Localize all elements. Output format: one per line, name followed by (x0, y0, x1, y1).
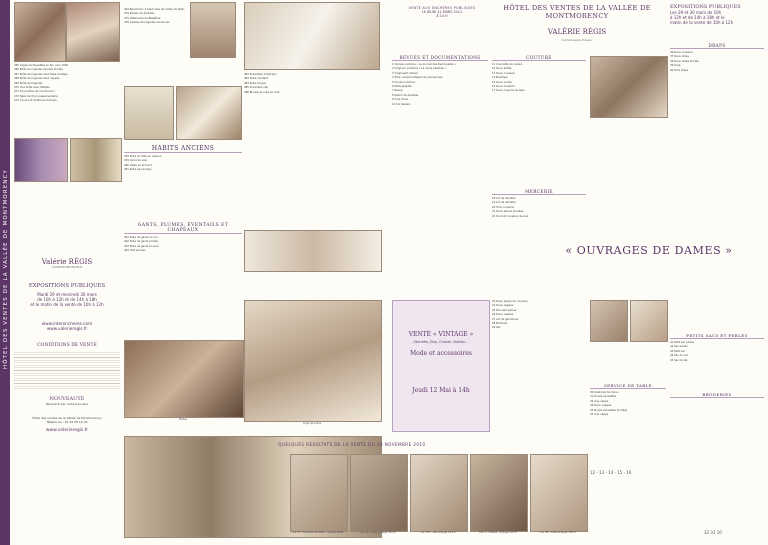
broderies-heading: BRODERIES (670, 392, 764, 398)
lot: 466 Boîte de lingeries de toile brodée (14, 68, 63, 72)
sale-small: VENTE AUX ENCHÈRES PUBLIQUES (408, 6, 476, 10)
lots-column-a (14, 64, 118, 104)
spine-text: HÔTEL DES VENTES DE LA VALLÉE DE MONTMORENCY (3, 168, 9, 370)
result-photo-2 (350, 454, 408, 532)
result-photo-3 (410, 454, 468, 532)
bottom-site[interactable]: www.valerieregis.fr (45, 428, 89, 433)
result-caption-5: Lot 98 - Boîte adjugé 140 € (540, 531, 576, 534)
lot: 14 Boutique (492, 76, 508, 80)
couture-section (492, 52, 586, 94)
lot: 39 Drap (670, 64, 681, 68)
lot: 482 Ensemble d'intérieur (244, 73, 277, 76)
lot: 18 Lot de dentelle (492, 197, 516, 200)
expo-line1: Mardi 29 et mercredi 30 mars (37, 292, 97, 297)
conditions-title: CONDITIONS DE VENTE (37, 343, 97, 348)
lot: 493 Paire de gants en soie (124, 244, 159, 248)
caption-boites: Boîtes (178, 418, 188, 421)
lot: 38 Deux draps brodés (670, 59, 699, 63)
result-photo-1 (290, 454, 348, 532)
expo-title-right: EXPOSITIONS PUBLIQUES (670, 4, 741, 10)
habits-section (124, 142, 242, 173)
site-interencheres[interactable]: www.interencheres.com (41, 321, 93, 326)
lot: 469 Boîte de lingeries (14, 81, 43, 85)
lot: 4 Trois numéros Élégances parisiennes (392, 76, 443, 80)
caption-loge: Loge de toiles (302, 422, 322, 425)
photo-tassels (14, 2, 66, 62)
revues-section (392, 52, 488, 107)
lot: 483 Robe d'enfant (244, 77, 268, 81)
lot: 32 Une nappe (590, 399, 609, 403)
lot: 485 Ensemble cap (244, 86, 268, 90)
lot: 44 Sac du soir (670, 354, 689, 358)
lot: 13 Deux coussins (492, 71, 515, 75)
lot: 481 Robe de Lainage (124, 168, 152, 172)
gants-section (124, 220, 242, 254)
result-caption-2: Lot 46 - Robe adjugé 350 € (360, 531, 396, 534)
vintage-line2: (Hermès, Dior, Chanel, Vuitton… (413, 340, 469, 344)
result-photo-4 (470, 454, 528, 532)
lot: 12 Deux boîtes (492, 67, 512, 71)
photo-baskets (66, 2, 120, 62)
results-title: QUELQUES RESULTATS DE LA VENTE DU 16 NOVEMBRE 2010 (278, 442, 426, 447)
result-caption-3: Lot 120 - Bas adjugé 220 € (420, 531, 456, 534)
lot: 9 Cinq livres (392, 98, 409, 102)
lot: 464 Beaumont, 4 fascicules de cartes de Noël... (124, 8, 187, 11)
petits-section (670, 330, 764, 400)
habits-heading: HABITS ANCIENS (124, 145, 242, 153)
sale-header (392, 6, 492, 18)
lot: 476 Caisses de lingeries anciennes (124, 21, 170, 25)
lot: 37 Deux draps (670, 55, 690, 59)
main-title: HÔTEL DES VENTES DE LA VALLÉE DE MONTMORENCY (503, 4, 651, 20)
vintage-line3: Mode et accessoires (410, 350, 472, 357)
petits-heading: PETITS SACS ET PERLES (670, 333, 764, 339)
vintage-promo (392, 300, 490, 432)
info-column (14, 258, 120, 433)
lot: 474 Rideau de dentelle (124, 12, 155, 16)
lot: 43 Petit sac (670, 349, 686, 353)
photo-fabric-purple (14, 138, 68, 182)
photo-lace (244, 230, 382, 272)
nouveaute-title: NOUVEAUTÉ (49, 396, 85, 402)
lot: 26 Deux nappes (492, 313, 514, 317)
lot: 468 Boîte de lingeries dont nappes (14, 77, 60, 81)
lot: 27 Lot de garnitures (492, 317, 519, 321)
lot: 479 Carré de soie (124, 159, 147, 163)
address2: Téléphone : 01 34 28 16 43 (46, 420, 88, 424)
service-section (590, 380, 666, 417)
service-heading: SERVICE DE TABLE (590, 383, 666, 389)
lots-col4 (492, 300, 586, 331)
lot: 33 Deux nappes (590, 404, 612, 408)
address1: Hôtel des ventes de la Vallée de Montmorency (32, 416, 102, 420)
expo-r2: à 12h et de 14h à 18h et le (670, 15, 725, 20)
lot: 31 Douze serviettes (590, 395, 616, 399)
lot: 465 Cages de fauvettes en fer, vers 1900 (14, 64, 69, 67)
lot: 473 Couvre-lit de Bocca-d'Arrezo (14, 99, 57, 103)
expo-line3: et le matin de la vente de 10h à 12h (30, 302, 104, 307)
page-num-right: 32 31 10 (704, 530, 722, 535)
lots-column-top-mid (124, 8, 242, 26)
lot: 35 Une nappe (590, 412, 609, 416)
lot: 491 Paire de gants en cuir (124, 236, 159, 239)
photo-textile (176, 86, 242, 140)
lot: 470 Une boîte avec Textiles (14, 85, 50, 89)
lot: 494 Huit plumes (124, 249, 146, 253)
logo-name: Valérie RÉGIS (41, 258, 93, 266)
vintage-date: Jeudi 12 Mai à 14h (412, 387, 470, 394)
expo-title: EXPOSITIONS PUBLIQUES (28, 283, 106, 289)
lot: 10 Six dessins (392, 102, 411, 106)
spine (0, 0, 10, 545)
page-num-left: 12 - 13 - 14 - 15 - 16 (590, 470, 632, 475)
photo-embroidery (244, 300, 382, 422)
lot: 16 Deux coussins (492, 84, 515, 88)
lot: 1 Quinze numéros « Le Journal des Demoiselles » (392, 63, 457, 66)
lot: 2 Vingt-six numéros « La mode Illustrée » (392, 67, 447, 71)
big-title: « OUVRAGES DE DAMES » (565, 244, 733, 257)
photo-dress (124, 86, 174, 140)
expo-line2: de 10h à 12h et de 14h à 18h (37, 297, 97, 302)
lot: 486 Blouse de robe en soie (244, 90, 280, 94)
lot: 25 Dix-neuf pièces (492, 308, 517, 312)
site-valerieregis[interactable]: www.valerieregis.fr (46, 326, 88, 331)
draps-heading: DRAPS (670, 43, 764, 49)
lot: 36 Deux coussins (670, 51, 693, 54)
logo-sub: COMMISSAIRE-PRISEUR (51, 266, 83, 269)
habits-lots-2 (244, 73, 380, 94)
photo-small-1 (590, 300, 628, 342)
expo-box (670, 4, 764, 25)
photo-small-2 (630, 300, 668, 342)
lot: 29 Sac (492, 326, 501, 330)
lot: 45 Sac brodé (670, 358, 688, 362)
lot: 40 Trois draps (670, 68, 689, 72)
result-caption-1: Lot 37 - Plaques dentelle - adjugé 280€ (292, 531, 344, 534)
photo-veil (244, 2, 380, 70)
sale-date: LE JEUDI 31 MARS 2011 (421, 10, 463, 14)
lot: 492 Paire de gants brodés (124, 240, 158, 244)
main-logo: VALÉRIE RÉGIS (547, 28, 607, 36)
lot: 471 Cinq boîtes de communion (14, 90, 55, 94)
lot: 15 Deux carrés (492, 80, 512, 84)
lot: 42 Sac perles (670, 345, 688, 349)
lot: 24 Deux nappes (492, 304, 514, 308)
lot: 21 Deux pièces brodées (492, 210, 524, 214)
lot: 472 Tapis de lit en passementerie (14, 94, 58, 98)
lot: 3 Vingt-sept cahiers (392, 71, 418, 75)
revues-heading: REVUES ET DOCUMENTATIONS (392, 55, 488, 61)
lot: 467 Boîte de lingeries dont taies brodées (14, 72, 68, 76)
lot: 28 Broderie (492, 321, 508, 325)
main-logo-sub: Commissaire-Priseur (561, 38, 593, 42)
lot: 23 Deux paires de coussins (492, 300, 528, 303)
sale-time: À 14 H (436, 14, 448, 18)
vintage-line1: VENTE « VINTAGE » (408, 331, 474, 338)
couture-heading: COUTURE (492, 55, 586, 61)
lot: 484 Robe longue (244, 81, 266, 85)
lot: 17 Deux crayons de tissu (492, 89, 525, 93)
lot: 19 Lot de dentelle (492, 201, 516, 205)
gants-heading: GANTS, PLUMES, ÉVENTAILS ET CHAPEAUX (124, 223, 242, 234)
results-section (124, 442, 580, 447)
expo-r1: Les 29 et 30 mars de 10h (670, 10, 722, 15)
results-strip (290, 454, 590, 538)
lot: 41 Petit sac perles (670, 341, 694, 344)
draps-section (670, 40, 764, 73)
lot: 478 Robe du XIXe en velours (124, 155, 162, 158)
lot: 22 Dix-huit coussins de soie (492, 214, 529, 218)
photo-bottles (124, 340, 244, 418)
lot: 475 Vêtements de Baptême (124, 16, 161, 20)
lot: 5 Douze numéros (392, 80, 415, 84)
lot: 480 Veste en brocard (124, 163, 152, 167)
mercerie-heading: MERCERIE (492, 189, 586, 195)
lot: 20 Trois coussins (492, 205, 514, 209)
photo-fabric-beige (70, 138, 122, 182)
result-photo-5 (530, 454, 588, 532)
lot: 8 Album de dentelle (392, 93, 419, 97)
lot: 30 Quatorze torchons (590, 391, 619, 394)
lot: 34 Douze serviettes brodées (590, 408, 628, 412)
right-col-left-page (244, 2, 380, 95)
nouveaute-text: Paiement par carte bancaire (45, 402, 89, 406)
result-caption-4: Lot 4 - Chaise - adjugé 320 € (479, 531, 517, 534)
lot: 11 Une boîte de rubans (492, 63, 523, 66)
photo-sewing (590, 56, 668, 118)
expo-r3: matin de la vente de 10h à 12h (670, 20, 734, 25)
conditions-text (14, 350, 120, 390)
lot: 6 Photographie (392, 84, 412, 88)
mercerie-section (492, 186, 586, 219)
lot: 7 Revue (392, 89, 403, 93)
